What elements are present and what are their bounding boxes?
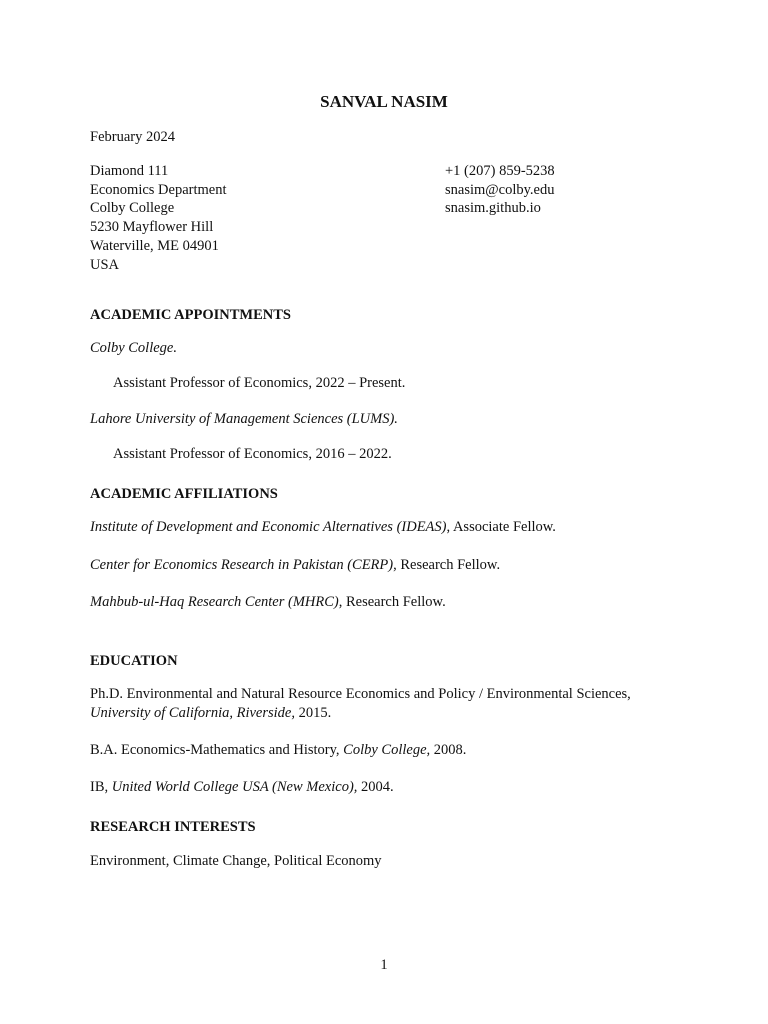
affiliation-item — [90, 593, 690, 612]
affiliation-title: , Research Fellow. — [338, 594, 446, 610]
education-degree: B.A. Economics-Mathematics and History, — [90, 742, 344, 758]
address-line: Waterville, ME 04901 — [90, 237, 219, 254]
education-year: 2008. — [430, 742, 467, 758]
appointment-institution: Colby College. — [90, 340, 177, 356]
education-school: Colby College, — [343, 742, 431, 758]
education-school: University of California, Riverside, — [90, 704, 295, 721]
affiliation-institution: Mahbub-ul-Haq Research Center (MHRC) — [90, 594, 339, 610]
affiliation-institution: Institute of Development and Economic Alternatives (IDEAS) — [90, 519, 447, 535]
phone-number: +1 (207) 859-5238 — [445, 163, 555, 179]
cv-name: SANVAL NASIM — [320, 92, 448, 111]
affiliation-item — [90, 518, 690, 537]
education-degree: Ph.D. Environmental and Natural Resource Economics and Policy / Environmental Sciences, — [90, 686, 631, 702]
section-heading-appointments: ACADEMIC APPOINTMENTS — [90, 307, 291, 323]
section-heading-education: EDUCATION — [90, 653, 178, 669]
education-year: 2004. — [357, 779, 394, 795]
appointment-role: Assistant Professor of Economics, 2016 – 2022. — [113, 446, 392, 462]
address-line: Colby College — [90, 200, 175, 217]
contact-info — [445, 162, 555, 218]
education-item — [90, 685, 690, 722]
affiliation-title: , Associate Fellow. — [446, 519, 556, 535]
affiliation-institution: Center for Economics Research in Pakistan (CERP) — [90, 557, 394, 573]
education-item — [90, 778, 690, 797]
address-line: Economics Department — [90, 181, 227, 198]
education-degree: IB, — [90, 779, 112, 795]
address-line: USA — [90, 256, 120, 273]
education-year: 2015. — [295, 704, 332, 721]
page-number: 1 — [380, 957, 388, 973]
cv-date: February 2024 — [90, 129, 175, 145]
education-item — [90, 741, 690, 760]
website-link: snasim.github.io — [445, 200, 541, 217]
research-interests-text: Environment, Climate Change, Political Economy — [90, 853, 382, 869]
address-line: Diamond 111 — [90, 163, 169, 179]
appointment-institution: Lahore University of Management Sciences (LUMS). — [90, 411, 398, 427]
affiliation-title: , Research Fellow. — [393, 557, 501, 573]
section-heading-research: RESEARCH INTERESTS — [90, 819, 256, 835]
email-address: snasim@colby.edu — [445, 181, 555, 198]
address-line: 5230 Mayflower Hill — [90, 219, 214, 236]
appointment-role: Assistant Professor of Economics, 2022 – Present. — [113, 375, 406, 391]
section-heading-affiliations: ACADEMIC AFFILIATIONS — [90, 486, 278, 502]
mailing-address — [90, 162, 227, 274]
education-school: United World College USA (New Mexico), — [111, 779, 358, 795]
affiliation-item — [90, 556, 690, 575]
